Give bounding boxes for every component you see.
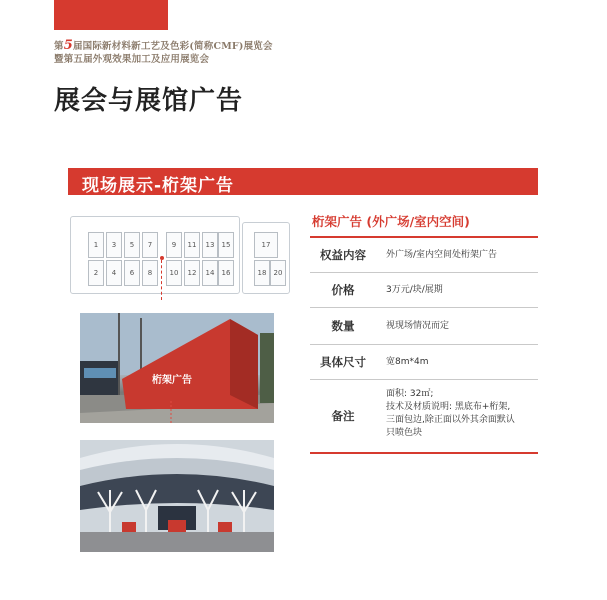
hall-4: 4 <box>106 260 122 286</box>
row-value: 3万元/块/展期 <box>386 284 443 295</box>
row-value: 视现场情况而定 <box>386 320 450 331</box>
location-leader-line <box>161 260 162 300</box>
header-accent-bar <box>54 0 168 30</box>
hall-13: 13 <box>202 232 218 258</box>
hall-8: 8 <box>142 260 158 286</box>
hall-3: 3 <box>106 232 122 258</box>
table-row-notes <box>310 380 538 454</box>
truss-ad-label: 桁架广告 <box>152 375 192 386</box>
row-key: 数量 <box>331 319 355 333</box>
hall-1: 1 <box>88 232 104 258</box>
row-key: 权益内容 <box>320 248 366 262</box>
hall-10: 10 <box>166 260 182 286</box>
truss-ad-photo-outdoor <box>80 313 274 423</box>
hall-14: 14 <box>202 260 218 286</box>
row-key: 具体尺寸 <box>320 355 366 369</box>
row-value: 宽8m*4m <box>386 356 429 367</box>
outdoor-scene <box>80 313 274 423</box>
hall-15: 15 <box>218 232 234 258</box>
hall-5: 5 <box>124 232 140 258</box>
canopy-scene <box>80 440 274 552</box>
table-row <box>310 308 538 345</box>
hall-7: 7 <box>142 232 158 258</box>
venue-canopy-photo <box>80 440 274 552</box>
hall-11: 11 <box>184 232 200 258</box>
table-row <box>310 273 538 308</box>
hall-6: 6 <box>124 260 140 286</box>
notes-value <box>386 380 538 452</box>
hall-12: 12 <box>184 260 200 286</box>
exhibition-subtitle-line2: 暨第五届外观效果加工及应用展览会 <box>54 54 210 65</box>
row-value: 外广场/室内空间处桁架广告 <box>386 249 498 260</box>
hall-18: 18 <box>254 260 270 286</box>
venue-floor-plan <box>70 208 290 300</box>
edition-number: 5 <box>63 38 73 53</box>
table-row <box>310 345 538 380</box>
spec-table-title: 桁架广告 (外广场/室内空间) <box>312 214 470 229</box>
section-header <box>68 168 538 195</box>
row-key: 备注 <box>331 409 355 423</box>
note-line: 面积: 32㎡; <box>386 389 434 399</box>
hall-16: 16 <box>218 260 234 286</box>
hall-9: 9 <box>166 232 182 258</box>
hall-2: 2 <box>88 260 104 286</box>
section-title: 现场展示-桁架广告 <box>82 176 235 196</box>
table-row <box>310 238 538 273</box>
page-title: 展会与展馆广告 <box>54 86 244 116</box>
ad-spec-table <box>310 236 538 454</box>
exhibition-subtitle-line1: 第5届国际新材料新工艺及色彩(简称CMF)展览会 <box>54 38 273 53</box>
note-line: 只喷色块 <box>386 428 423 438</box>
note-line: 三面包边,除正面以外其余面默认 <box>386 415 515 425</box>
hall-17: 17 <box>254 232 278 258</box>
row-key: 价格 <box>331 283 355 297</box>
note-line: 技术及材质说明: 黑底布+桁架, <box>386 402 511 412</box>
hall-20: 20 <box>270 260 286 286</box>
